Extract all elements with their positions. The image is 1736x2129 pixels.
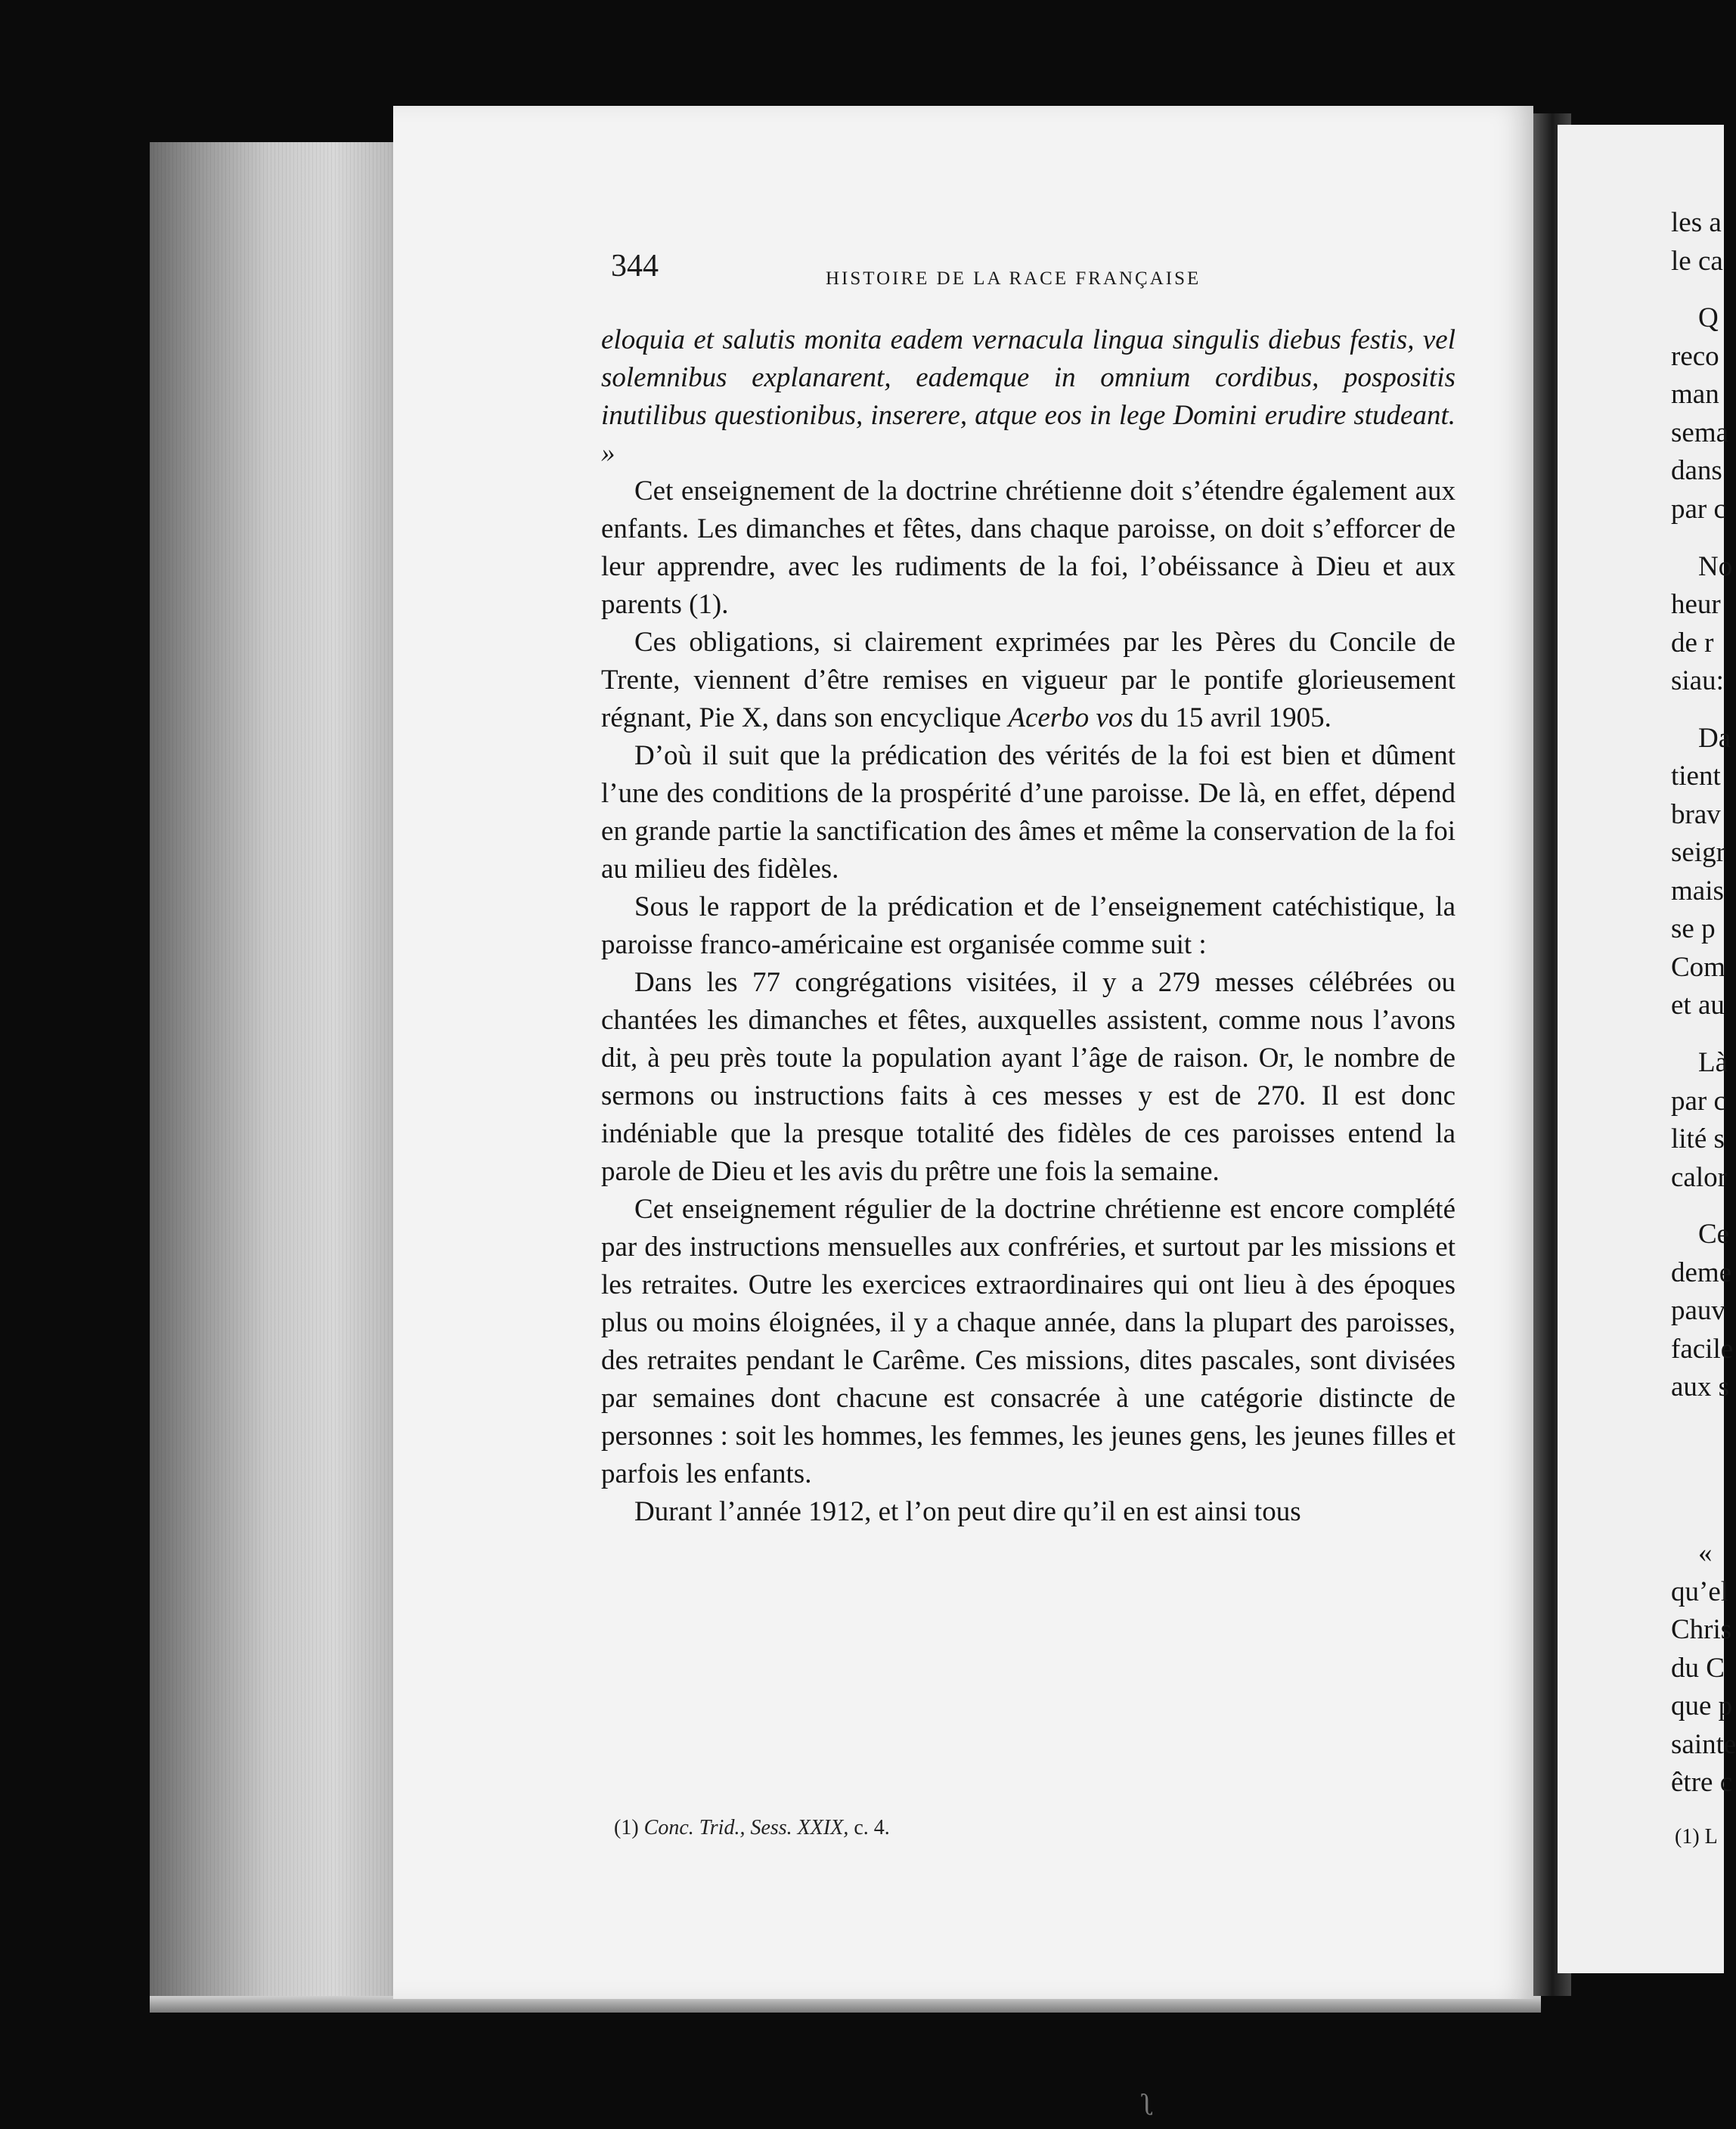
- right-page-line: Chris: [1671, 1614, 1732, 1645]
- right-page-line: dans: [1671, 455, 1722, 487]
- right-page-footnote: (1) L: [1675, 1825, 1718, 1849]
- right-page-line: Ce: [1698, 1219, 1730, 1250]
- paragraph: Dans les 77 congrégations visitées, il y a 279 messes célébrées ou chantées les dimanches et fêtes, auxquelles assistent, comme nous l’avons dit, à peu près toute la population ayant l’âge de raison. Or, le nombre de sermons ou instructions faits à ces messes y est de 270. Il est donc indéniable que la presque totalité des fidèles de ces paroisses entend la parole de Dieu et les avis du prêtre une fois la semaine.: [601, 967, 1455, 1187]
- right-page-line: et au: [1671, 990, 1725, 1021]
- right-page-line: No: [1698, 550, 1733, 582]
- running-title: HISTOIRE DE LA RACE FRANÇAISE: [826, 268, 1201, 289]
- latin-quote-paragraph: eloquia et salutis monita eadem vernacula lingua singulis diebus festis, vel solemnibus explanarent, eademque in omnium cordibus, pospositis inutilibus questionibus, inserere, atque eos in lege Domini erudire studeant. »: [601, 324, 1455, 469]
- right-page-line: que p: [1671, 1690, 1733, 1721]
- right-page-line: se p: [1671, 913, 1716, 945]
- right-page-line: tient: [1671, 761, 1721, 792]
- footnote-ref: c. 4.: [854, 1816, 890, 1839]
- right-page-line: mais: [1671, 875, 1724, 906]
- paragraph: Cet enseignement de la doctrine chrétienne doit s’étendre également aux enfants. Les dimanches et fêtes, dans chaque paroisse, on doit s’efforcer de leur apprendre, avec les rudiments de la foi, l’obéissance à Dieu et aux parents (1).: [601, 476, 1455, 620]
- right-page-line: heur: [1671, 589, 1721, 620]
- right-page-line: reco: [1671, 340, 1719, 372]
- right-page-line: sainte: [1671, 1728, 1736, 1760]
- paragraph: [601, 624, 1455, 737]
- right-page-line: facile: [1671, 1333, 1734, 1365]
- paragraph-text: du 15 avril 1905.: [1133, 702, 1331, 733]
- encyclical-title: Acerbo vos: [1008, 702, 1133, 733]
- right-page-line: les a: [1671, 207, 1722, 238]
- paragraph-text: Ces obligations, si clairement exprimées par les Pères du Concile de Trente, viennent d’être remises en vigueur par le pontife glorieusement régnant, Pie X, dans son encyclique: [601, 627, 1455, 733]
- right-page-line: aux s: [1671, 1371, 1730, 1403]
- book-fore-edge: [150, 142, 414, 2002]
- right-page-line: être c: [1671, 1767, 1733, 1798]
- paragraph: Cet enseignement régulier de la doctrine chrétienne est encore complété par des instructions mensuelles aux confréries, et surtout par les missions et les retraites. Outre les exercices extraordinaires qui ont lieu à des époques plus ou moins éloignées, il y a chaque année, dans la plupart des paroisses, des retraites pendant le Carême. Ces missions, dites pascales, sont divisées par semaines dont chacune est consacrée à une catégorie distincte de personnes : soit les hommes, les femmes, les jeunes gens, les jeunes filles et parfois les enfants.: [601, 1194, 1455, 1489]
- paragraph: D’où il suit que la prédication des vérités de la foi est bien et dûment l’une des conditions de la prospérité d’une paroisse. De là, en effet, dépend en grande partie la sanctification des âmes et même la conservation de la foi au milieu des fidèles.: [601, 740, 1455, 885]
- right-page-line: brav: [1671, 798, 1721, 830]
- right-page-line: calor: [1671, 1161, 1727, 1193]
- right-page-line: pauv: [1671, 1295, 1725, 1327]
- scan-mark: ʅ: [1142, 2087, 1155, 2121]
- right-page-line: sema: [1671, 417, 1729, 448]
- paragraph: Sous le rapport de la prédication et de l’enseignement catéchistique, la paroisse franco-américaine est organisée comme suit :: [601, 891, 1455, 960]
- right-page-line: seigr: [1671, 837, 1725, 869]
- right-page-line: du C: [1671, 1652, 1725, 1684]
- right-page-line: «: [1698, 1538, 1713, 1569]
- right-page-line: man: [1671, 379, 1719, 411]
- right-page-line: Da: [1698, 722, 1731, 754]
- footnote-marker: (1): [614, 1816, 639, 1839]
- footnote: [614, 1816, 890, 1840]
- main-text: [601, 321, 1455, 1531]
- right-page-line: Q: [1698, 302, 1719, 334]
- right-page-line: siau:: [1671, 665, 1724, 696]
- page-edges-texture: [150, 142, 414, 2002]
- right-page-line: Là: [1698, 1047, 1728, 1078]
- right-page-line: Com: [1671, 951, 1725, 983]
- right-page-line: par c: [1671, 1085, 1726, 1117]
- right-page: [1558, 125, 1736, 1973]
- paragraph: Durant l’année 1912, et l’on peut dire qu’il en est ainsi tous: [634, 1496, 1301, 1527]
- right-page-text: [1558, 125, 1736, 1973]
- right-page-line: lité s: [1671, 1123, 1725, 1154]
- right-page-line: deme: [1671, 1257, 1732, 1288]
- right-page-line: de r: [1671, 627, 1714, 659]
- right-page-line: par c: [1671, 493, 1726, 525]
- right-page-line: le ca: [1671, 245, 1723, 277]
- right-page-line: qu’el: [1671, 1576, 1729, 1607]
- footnote-citation: Conc. Trid., Sess. XXIX,: [643, 1816, 849, 1839]
- page-number: 344: [611, 249, 659, 284]
